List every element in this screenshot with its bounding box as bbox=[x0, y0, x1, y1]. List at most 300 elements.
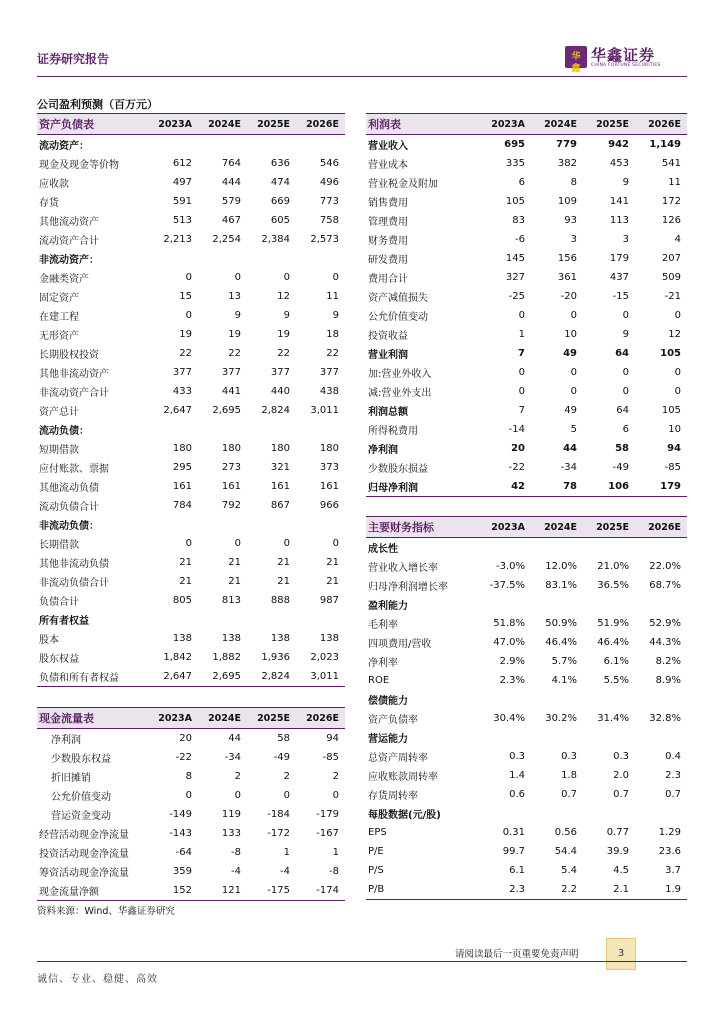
value-cell: 0.6 bbox=[509, 789, 525, 800]
value-cell bbox=[247, 135, 296, 155]
value-cell: 99.7 bbox=[502, 846, 525, 857]
value-cell: 10 bbox=[668, 424, 681, 435]
value-cell: 12 bbox=[668, 329, 681, 340]
value-cell: 22 bbox=[326, 348, 339, 359]
value-cell: 1,842 bbox=[163, 652, 192, 663]
value-cell: 669 bbox=[270, 196, 290, 207]
value-cell: 2,695 bbox=[198, 667, 247, 687]
value-cell: 3,011 bbox=[310, 405, 339, 416]
value-cell: 46.4% bbox=[597, 637, 629, 648]
value-cell: 51.8% bbox=[493, 618, 525, 629]
row-label: 公允价值变动 bbox=[368, 312, 428, 323]
table-row bbox=[37, 786, 345, 805]
value-cell: 36.5% bbox=[597, 580, 629, 591]
table-row bbox=[366, 671, 687, 690]
value-cell bbox=[635, 690, 687, 709]
value-cell: -49 bbox=[612, 462, 629, 473]
value-cell: 0 bbox=[283, 790, 290, 801]
table-row bbox=[366, 363, 687, 382]
value-cell: 20 bbox=[511, 443, 525, 454]
row-label: 营业利润 bbox=[368, 350, 408, 361]
value-cell: 4 bbox=[674, 234, 681, 245]
table-row bbox=[37, 325, 345, 344]
table-row bbox=[366, 249, 687, 268]
value-cell: -20 bbox=[560, 291, 577, 302]
value-cell: 0 bbox=[518, 386, 525, 397]
balance-sheet-table bbox=[37, 113, 345, 687]
table-row bbox=[37, 230, 345, 249]
row-label: 投资收益 bbox=[368, 331, 408, 342]
value-cell: 20 bbox=[179, 733, 192, 744]
value-cell: 8.2% bbox=[655, 656, 681, 667]
value-cell: 141 bbox=[609, 196, 629, 207]
row-label: 长期股权投资 bbox=[39, 350, 99, 361]
value-cell: -21 bbox=[664, 291, 681, 302]
value-cell: 1 bbox=[518, 329, 525, 340]
value-cell: 21 bbox=[326, 557, 339, 568]
row-label: 总资产周转率 bbox=[368, 753, 428, 764]
value-cell: 8.9% bbox=[655, 675, 681, 686]
value-cell bbox=[583, 690, 635, 709]
row-label: 净利率 bbox=[368, 658, 398, 669]
value-cell: 22 bbox=[179, 348, 192, 359]
row-label: 筹资活动现金净流量 bbox=[39, 868, 129, 879]
table-row bbox=[366, 747, 687, 766]
value-cell: 273 bbox=[221, 462, 241, 473]
year-header: 2026E bbox=[635, 114, 687, 135]
value-cell: 9 bbox=[332, 310, 339, 321]
value-cell: 605 bbox=[270, 215, 290, 226]
value-cell: 0.31 bbox=[502, 827, 525, 838]
value-cell: 2 bbox=[332, 771, 339, 782]
value-cell: 105 bbox=[505, 196, 525, 207]
table-row bbox=[366, 135, 687, 155]
value-cell: 54.4 bbox=[554, 846, 577, 857]
value-cell: 2.0 bbox=[613, 770, 629, 781]
table-row bbox=[37, 667, 345, 687]
value-cell: 497 bbox=[172, 177, 192, 188]
value-cell: 942 bbox=[608, 139, 629, 150]
company-motto: 诚信、专业、稳健、高效 bbox=[37, 974, 158, 985]
table-row bbox=[37, 515, 345, 534]
section-title: 公司盈利预测（百万元） bbox=[37, 98, 158, 111]
table-row bbox=[366, 785, 687, 804]
value-cell: -184 bbox=[267, 809, 290, 820]
row-label: 非流动资产合计 bbox=[39, 388, 109, 399]
table-row bbox=[37, 439, 345, 458]
row-label: 应收账款周转率 bbox=[368, 772, 438, 783]
table-row bbox=[37, 192, 345, 211]
table-row bbox=[366, 595, 687, 614]
value-cell: 2.3 bbox=[479, 880, 531, 900]
table-row bbox=[37, 862, 345, 881]
table-row bbox=[37, 591, 345, 610]
value-cell: 21 bbox=[228, 557, 241, 568]
value-cell bbox=[635, 595, 687, 614]
table-row bbox=[366, 614, 687, 633]
table-row bbox=[37, 382, 345, 401]
value-cell: 21 bbox=[228, 576, 241, 587]
value-cell: 0 bbox=[185, 310, 192, 321]
value-cell: -179 bbox=[316, 809, 339, 820]
table-row bbox=[37, 211, 345, 230]
row-label: 所得税费用 bbox=[368, 426, 418, 437]
disclaimer-note[interactable]: 请阅读最后一页重要免责声明 bbox=[455, 949, 579, 960]
table-row bbox=[366, 709, 687, 728]
value-cell: 133 bbox=[221, 828, 241, 839]
table-row bbox=[366, 766, 687, 785]
value-cell: 0 bbox=[622, 386, 629, 397]
row-label: 非流动负债合计 bbox=[39, 578, 109, 589]
year-header: 2025E bbox=[247, 708, 296, 729]
value-cell bbox=[479, 728, 531, 747]
value-cell: 813 bbox=[221, 595, 241, 606]
value-cell: 9 bbox=[622, 177, 629, 188]
value-cell: 2,824 bbox=[247, 667, 296, 687]
value-cell: 22 bbox=[228, 348, 241, 359]
value-cell bbox=[198, 610, 247, 629]
value-cell: 377 bbox=[270, 367, 290, 378]
page-number: 3 bbox=[617, 948, 625, 959]
value-cell: 138 bbox=[221, 633, 241, 644]
value-cell: 9 bbox=[283, 310, 290, 321]
value-cell: 138 bbox=[319, 633, 339, 644]
value-cell: 0 bbox=[332, 790, 339, 801]
value-cell: 2 bbox=[234, 771, 241, 782]
row-label: 在建工程 bbox=[39, 312, 79, 323]
row-label: 短期借款 bbox=[39, 445, 79, 456]
row-label: 资产负债率 bbox=[368, 715, 418, 726]
year-header: 2024E bbox=[531, 114, 583, 135]
table-row bbox=[37, 268, 345, 287]
value-cell: -167 bbox=[316, 828, 339, 839]
table-title: 利润表 bbox=[366, 114, 479, 135]
value-cell: 0 bbox=[234, 272, 241, 283]
value-cell: 13 bbox=[228, 291, 241, 302]
value-cell bbox=[479, 595, 531, 614]
row-label: 毛利率 bbox=[368, 620, 398, 631]
table-row bbox=[366, 268, 687, 287]
table-row bbox=[37, 477, 345, 496]
value-cell: -149 bbox=[169, 809, 192, 820]
value-cell bbox=[198, 420, 247, 439]
value-cell: 11 bbox=[668, 177, 681, 188]
value-cell: 180 bbox=[172, 443, 192, 454]
value-cell: 373 bbox=[319, 462, 339, 473]
table-row bbox=[366, 728, 687, 747]
value-cell: 509 bbox=[661, 272, 681, 283]
value-cell: 6.1 bbox=[509, 865, 525, 876]
value-cell: 1.29 bbox=[658, 827, 681, 838]
value-cell: 23.6 bbox=[658, 846, 681, 857]
row-label: 减:营业外支出 bbox=[368, 388, 432, 399]
row-label: 营业收入 bbox=[368, 141, 408, 152]
row-label: 现金及现金等价物 bbox=[39, 160, 119, 171]
value-cell: 1.9 bbox=[635, 880, 687, 900]
value-cell: 1.8 bbox=[561, 770, 577, 781]
table-row bbox=[366, 538, 687, 558]
value-cell bbox=[247, 610, 296, 629]
row-label: EPS bbox=[368, 827, 387, 838]
value-cell: 93 bbox=[564, 215, 577, 226]
value-cell bbox=[149, 515, 198, 534]
value-cell bbox=[296, 249, 345, 268]
value-cell: 10 bbox=[564, 329, 577, 340]
value-cell: 784 bbox=[172, 500, 192, 511]
value-cell: -15 bbox=[612, 291, 629, 302]
value-cell bbox=[247, 515, 296, 534]
table-row bbox=[37, 729, 345, 749]
value-cell: 987 bbox=[319, 595, 339, 606]
table-header-row bbox=[37, 114, 345, 135]
table-row bbox=[37, 363, 345, 382]
value-cell: 779 bbox=[556, 139, 577, 150]
value-cell: 327 bbox=[505, 272, 525, 283]
value-cell: 6 bbox=[622, 424, 629, 435]
row-label: 资产减值损失 bbox=[368, 293, 428, 304]
year-header: 2023A bbox=[149, 114, 198, 135]
value-cell: 44.3% bbox=[649, 637, 681, 648]
header-divider bbox=[37, 76, 687, 77]
table-row bbox=[37, 648, 345, 667]
value-cell: 2.2 bbox=[531, 880, 583, 900]
table-row bbox=[37, 629, 345, 648]
value-cell: 1 bbox=[332, 847, 339, 858]
table-row bbox=[37, 610, 345, 629]
value-cell: 1,882 bbox=[212, 652, 241, 663]
value-cell: 19 bbox=[277, 329, 290, 340]
value-cell bbox=[198, 515, 247, 534]
row-label: 流动资产： bbox=[39, 141, 89, 152]
row-label: 无形资产 bbox=[39, 331, 79, 342]
value-cell: 3 bbox=[570, 234, 577, 245]
value-cell: 4.5 bbox=[613, 865, 629, 876]
row-label: 少数股东权益 bbox=[51, 754, 111, 765]
value-cell: 49 bbox=[563, 348, 577, 359]
table-row bbox=[366, 861, 687, 880]
value-cell: -34 bbox=[224, 752, 241, 763]
value-cell: 68.7% bbox=[649, 580, 681, 591]
value-cell: 121 bbox=[198, 881, 247, 901]
year-header: 2024E bbox=[531, 517, 583, 538]
value-cell: 440 bbox=[270, 386, 290, 397]
value-cell: -174 bbox=[296, 881, 345, 901]
value-cell: 179 bbox=[609, 253, 629, 264]
year-header: 2023A bbox=[479, 114, 531, 135]
value-cell: 9 bbox=[622, 329, 629, 340]
logo-mark-icon: 华鑫 bbox=[565, 46, 587, 68]
table-row bbox=[366, 477, 687, 497]
value-cell: 161 bbox=[221, 481, 241, 492]
value-cell bbox=[149, 249, 198, 268]
year-header: 2024E bbox=[198, 708, 247, 729]
value-cell: 0 bbox=[674, 310, 681, 321]
table-row bbox=[37, 881, 345, 901]
value-cell: 179 bbox=[635, 477, 687, 497]
value-cell: -22 bbox=[175, 752, 192, 763]
logo-english-name: CHINA FORTUNE SECURITIES bbox=[591, 63, 661, 68]
table-title: 现金流量表 bbox=[37, 708, 149, 729]
value-cell bbox=[531, 538, 583, 558]
value-cell: 44 bbox=[228, 733, 241, 744]
value-cell: 773 bbox=[319, 196, 339, 207]
row-label: 归母净利润增长率 bbox=[368, 582, 448, 593]
row-label: 资产总计 bbox=[39, 407, 79, 418]
value-cell: 83.1% bbox=[545, 580, 577, 591]
value-cell bbox=[149, 135, 198, 155]
row-label: 盈利能力 bbox=[368, 601, 408, 612]
value-cell: 21 bbox=[277, 557, 290, 568]
company-logo bbox=[565, 44, 690, 74]
value-cell: 0 bbox=[283, 272, 290, 283]
table-row bbox=[37, 767, 345, 786]
value-cell bbox=[149, 420, 198, 439]
value-cell: 105 bbox=[661, 405, 681, 416]
value-cell: 0.3 bbox=[509, 751, 525, 762]
row-label: 其他非流动资产 bbox=[39, 369, 109, 380]
table-row bbox=[366, 306, 687, 325]
table-row bbox=[366, 230, 687, 249]
value-cell: 3,011 bbox=[296, 667, 345, 687]
year-header: 2026E bbox=[635, 517, 687, 538]
row-label: 固定资产 bbox=[39, 293, 79, 304]
row-label: 研发费用 bbox=[368, 255, 408, 266]
value-cell: 161 bbox=[319, 481, 339, 492]
value-cell: 0 bbox=[518, 310, 525, 321]
value-cell: 78 bbox=[531, 477, 583, 497]
value-cell: 579 bbox=[221, 196, 241, 207]
value-cell: 764 bbox=[221, 158, 241, 169]
value-cell: -143 bbox=[169, 828, 192, 839]
row-label: 应付账款、票据 bbox=[39, 464, 109, 475]
value-cell: 161 bbox=[270, 481, 290, 492]
value-cell bbox=[531, 804, 583, 823]
value-cell bbox=[296, 420, 345, 439]
table-row bbox=[37, 805, 345, 824]
value-cell: 126 bbox=[661, 215, 681, 226]
table-row bbox=[366, 880, 687, 900]
row-label: 流动负债： bbox=[39, 426, 89, 437]
value-cell: 0.7 bbox=[665, 789, 681, 800]
value-cell bbox=[198, 249, 247, 268]
table-row bbox=[366, 633, 687, 652]
value-cell: 321 bbox=[270, 462, 290, 473]
value-cell: 5.7% bbox=[551, 656, 577, 667]
value-cell: 9 bbox=[234, 310, 241, 321]
row-label: 投资活动现金净流量 bbox=[39, 849, 129, 860]
value-cell: 1,149 bbox=[649, 139, 681, 150]
value-cell: 47.0% bbox=[493, 637, 525, 648]
value-cell bbox=[583, 728, 635, 747]
table-row bbox=[37, 534, 345, 553]
value-cell: 636 bbox=[270, 158, 290, 169]
value-cell: 2,824 bbox=[261, 405, 290, 416]
value-cell: 0.7 bbox=[613, 789, 629, 800]
table-row bbox=[37, 249, 345, 268]
row-label: 成长性 bbox=[368, 544, 398, 555]
value-cell: 180 bbox=[270, 443, 290, 454]
value-cell: 513 bbox=[172, 215, 192, 226]
value-cell: 138 bbox=[172, 633, 192, 644]
value-cell: 0 bbox=[622, 310, 629, 321]
footer-divider bbox=[37, 961, 687, 962]
year-header: 2024E bbox=[198, 114, 247, 135]
value-cell: 180 bbox=[319, 443, 339, 454]
value-cell: -3.0% bbox=[495, 561, 525, 572]
row-label: 现金流量净额 bbox=[37, 881, 149, 901]
value-cell bbox=[635, 538, 687, 558]
value-cell: 156 bbox=[557, 253, 577, 264]
value-cell bbox=[479, 690, 531, 709]
row-label: 费用合计 bbox=[368, 274, 408, 285]
value-cell: 2.9% bbox=[499, 656, 525, 667]
table-row bbox=[37, 458, 345, 477]
value-cell: 21 bbox=[179, 557, 192, 568]
table-row bbox=[37, 824, 345, 843]
table-row bbox=[37, 173, 345, 192]
table-row bbox=[37, 154, 345, 173]
value-cell: 0 bbox=[674, 367, 681, 378]
row-label: 四项费用/营收 bbox=[368, 639, 432, 650]
value-cell: -4 bbox=[231, 866, 241, 877]
row-label: 非流动资产： bbox=[39, 255, 99, 266]
value-cell: 12 bbox=[277, 291, 290, 302]
value-cell bbox=[583, 804, 635, 823]
value-cell: 2.3% bbox=[499, 675, 525, 686]
report-type-label: 证券研究报告 bbox=[37, 52, 110, 66]
value-cell: 44 bbox=[563, 443, 577, 454]
value-cell: 0 bbox=[674, 386, 681, 397]
year-header: 2025E bbox=[583, 114, 635, 135]
value-cell: 441 bbox=[221, 386, 241, 397]
row-label: 每股数据(元/股) bbox=[368, 810, 441, 821]
value-cell: 496 bbox=[319, 177, 339, 188]
value-cell: 966 bbox=[319, 500, 339, 511]
value-cell: 2.1 bbox=[583, 880, 635, 900]
value-cell: 83 bbox=[512, 215, 525, 226]
row-label: 非流动负债： bbox=[39, 521, 99, 532]
value-cell: 0 bbox=[570, 367, 577, 378]
value-cell: 2,647 bbox=[149, 667, 198, 687]
value-cell: 58 bbox=[277, 733, 290, 744]
row-label: 财务费用 bbox=[368, 236, 408, 247]
value-cell: 8 bbox=[570, 177, 577, 188]
value-cell: 12.0% bbox=[545, 561, 577, 572]
value-cell: 42 bbox=[479, 477, 531, 497]
value-cell: 18 bbox=[326, 329, 339, 340]
value-cell: -6 bbox=[515, 234, 525, 245]
row-label: 其他流动资产 bbox=[39, 217, 99, 228]
value-cell: -14 bbox=[508, 424, 525, 435]
value-cell bbox=[479, 804, 531, 823]
row-label: 存货周转率 bbox=[368, 791, 418, 802]
row-label: 营运资金变动 bbox=[51, 811, 111, 822]
value-cell: -175 bbox=[247, 881, 296, 901]
table-row bbox=[366, 287, 687, 306]
value-cell: 180 bbox=[221, 443, 241, 454]
value-cell: 1.4 bbox=[509, 770, 525, 781]
value-cell: 52.9% bbox=[649, 618, 681, 629]
table-row bbox=[366, 401, 687, 420]
value-cell: 3.7 bbox=[665, 865, 681, 876]
value-cell: 433 bbox=[172, 386, 192, 397]
row-label: 偿债能力 bbox=[368, 696, 408, 707]
value-cell: 46.4% bbox=[545, 637, 577, 648]
value-cell bbox=[247, 249, 296, 268]
row-label: P/E bbox=[368, 846, 384, 857]
table-row bbox=[366, 823, 687, 842]
value-cell: 0.77 bbox=[606, 827, 629, 838]
